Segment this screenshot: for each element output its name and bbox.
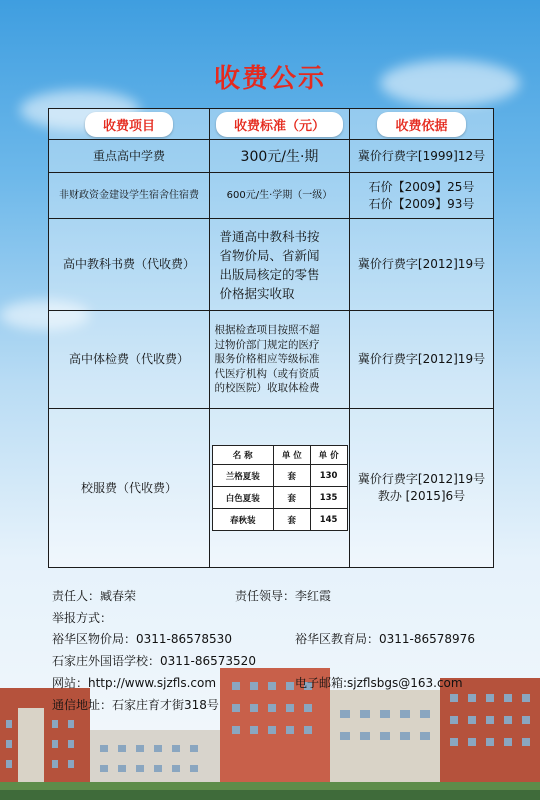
basis-line: 教办 [2015]6号 <box>377 489 466 503</box>
uniform-price: 130 <box>310 465 347 487</box>
fee-item: 高中体检费（代收费） <box>49 311 210 409</box>
responsible-leader <box>235 587 331 604</box>
uniform-row <box>212 487 347 509</box>
price-bureau-phone: 裕华区物价局：0311-86578530 <box>52 632 232 646</box>
fee-basis: 冀价行费字[1999]12号 <box>350 140 494 173</box>
responsible-name: 臧春荣 <box>100 589 137 603</box>
fee-item: 高中教科书费（代收费） <box>49 219 210 311</box>
leader-name: 李红霞 <box>295 589 332 603</box>
responsible-label: 责任人： <box>52 589 101 603</box>
basis-line: 石价【2009】93号 <box>368 196 475 211</box>
fee-basis: 冀价行费字[2012]19号 <box>350 311 494 409</box>
school-phone: 石家庄外国语学校：0311-86573520 <box>52 654 256 668</box>
uniform-header: 单 价 <box>310 446 347 465</box>
uniform-header: 名 称 <box>212 446 273 465</box>
table-row <box>49 219 494 311</box>
mailing-address: 通信地址：石家庄育才街318号 <box>52 698 219 712</box>
campus-building-illustration <box>0 650 540 800</box>
table-row <box>49 311 494 409</box>
basis-line: 冀价行费字[2012]19号 <box>357 472 486 486</box>
fee-standard: 300元/生·期 <box>210 140 350 173</box>
uniform-name: 兰格夏装 <box>212 465 273 487</box>
standard-description: 根据检查项目按照不超 过物价部门规定的医疗 服务价格相应等级标准 代医疗机构（或有资质 的校医院）收取体检费 <box>214 324 320 395</box>
table-row <box>49 409 494 568</box>
edu-bureau-phone: 裕华区教育局：0311-86578976 <box>295 632 475 646</box>
table-row <box>49 140 494 173</box>
uniform-price-table <box>212 445 348 531</box>
header-standard: 收费标准（元） <box>216 112 343 137</box>
fee-standard <box>210 409 350 568</box>
fee-standard <box>210 219 350 311</box>
fee-basis <box>350 409 494 568</box>
report-label: 举报方式： <box>52 611 113 625</box>
fee-item: 校服费（代收费） <box>49 409 210 568</box>
uniform-row <box>212 465 347 487</box>
fee-basis <box>350 173 494 219</box>
uniform-name: 白色夏装 <box>212 487 273 509</box>
fee-standard: 600元/生·学期（一级） <box>210 173 350 219</box>
table-row <box>49 173 494 219</box>
fee-standard <box>210 311 350 409</box>
uniform-unit: 套 <box>273 487 310 509</box>
email-link[interactable]: 电子邮箱:sjzflsbgs@163.com <box>295 676 463 690</box>
uniform-price: 145 <box>310 509 347 531</box>
standard-description: 普通高中教科书按 省物价局、省新闻 出版局核定的零售 价格据实收取 <box>219 228 320 301</box>
leader-label: 责任领导： <box>235 589 296 603</box>
fee-basis: 冀价行费字[2012]19号 <box>350 219 494 311</box>
uniform-header: 单 位 <box>273 446 310 465</box>
fee-table <box>48 108 494 568</box>
website-link[interactable]: 网站：http://www.sjzfls.com <box>52 676 217 690</box>
uniform-name: 春秋装 <box>212 509 273 531</box>
uniform-price: 135 <box>310 487 347 509</box>
header-basis: 收费依据 <box>377 112 465 137</box>
page-title: 收费公示 <box>213 64 326 94</box>
basis-line: 石价【2009】25号 <box>368 179 475 194</box>
header-item: 收费项目 <box>85 112 173 137</box>
uniform-header-row <box>212 446 347 465</box>
fee-item: 重点高中学费 <box>49 140 210 173</box>
table-header-row <box>49 109 494 140</box>
uniform-row <box>212 509 347 531</box>
uniform-unit: 套 <box>273 465 310 487</box>
uniform-unit: 套 <box>273 509 310 531</box>
responsible-person <box>52 587 136 604</box>
fee-item: 非财政资金建设学生宿舍住宿费 <box>49 173 210 219</box>
